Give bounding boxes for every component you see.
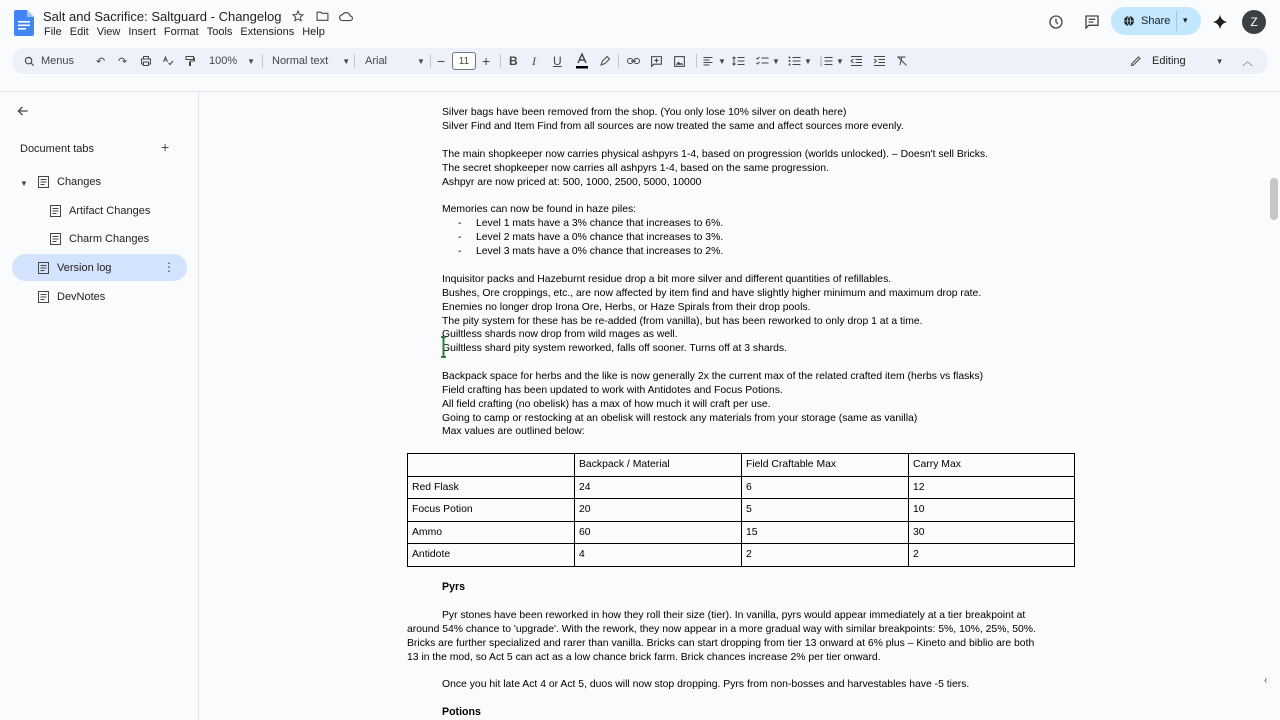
menu-view[interactable]: View	[96, 26, 121, 38]
bold-button[interactable]: B	[509, 54, 518, 68]
tab-label: DevNotes	[57, 290, 106, 303]
google-docs-logo-icon[interactable]	[14, 10, 34, 36]
insert-image-icon[interactable]	[673, 48, 686, 74]
doc-line: The main shopkeeper now carries physical ashpyrs 1-4, based on progression (worlds unlocked). – Doesn't sell Bricks.	[442, 149, 989, 160]
decrease-indent-icon[interactable]	[850, 48, 863, 74]
star-icon[interactable]	[291, 9, 305, 23]
svg-text:2: 2	[820, 59, 822, 64]
doc-line: Field crafting has been updated to work with Antidotes and Focus Potions.	[442, 385, 783, 396]
list-item	[442, 217, 723, 231]
checklist-button[interactable]	[756, 48, 780, 74]
clear-formatting-icon[interactable]	[896, 48, 908, 74]
font-value: Arial	[365, 55, 388, 67]
insert-link-icon[interactable]	[627, 48, 640, 74]
table-cell[interactable]: 5	[742, 499, 909, 522]
user-avatar[interactable]: Z	[1242, 10, 1266, 34]
doc-line: Enemies no longer drop Irona Ore, Herbs, or Haze Spirals from their drop pools.	[442, 302, 811, 313]
comments-icon[interactable]	[1082, 12, 1102, 32]
globe-icon	[1123, 15, 1135, 27]
line-spacing-icon[interactable]	[732, 48, 745, 74]
table-cell[interactable]: 15	[742, 521, 909, 544]
table-header-cell[interactable]: Carry Max	[909, 454, 1075, 477]
menu-edit[interactable]: Edit	[69, 26, 89, 38]
table-cell[interactable]: Red Flask	[408, 476, 575, 499]
doc-line: The secret shopkeeper now carries all ashpyrs 1-4, based on the same progression.	[442, 163, 829, 174]
tab-label: Charm Changes	[69, 232, 150, 245]
document-icon	[50, 233, 61, 245]
doc-line: Silver Find and Item Find from all sources are now treated the same and affect sources more evenly.	[442, 121, 904, 132]
table-row	[408, 499, 1075, 522]
editing-mode-label: Editing	[1152, 55, 1186, 67]
tab-artifact-changes[interactable]	[12, 197, 187, 224]
font-select[interactable]	[365, 48, 425, 74]
doc-line: All field crafting (no obelisk) has a max of how much it will craft per use.	[442, 399, 771, 410]
style-select[interactable]	[272, 48, 350, 74]
align-dropdown-icon: ▼	[718, 56, 726, 66]
numbered-list-icon	[820, 55, 833, 67]
tab-version-log[interactable]	[12, 254, 187, 281]
numbered-list-button[interactable]	[820, 48, 844, 74]
table-cell[interactable]: 30	[909, 521, 1075, 544]
numbered-list-dropdown-icon: ▼	[836, 56, 844, 66]
menu-help[interactable]: Help	[302, 26, 325, 38]
table-cell[interactable]: Antidote	[408, 544, 575, 567]
table-header-cell[interactable]: Backpack / Material	[575, 454, 742, 477]
decrease-font-size-button[interactable]: −	[437, 53, 446, 69]
doc-line: Guiltless shards now drop from wild mages as well.	[442, 329, 678, 340]
version-history-icon[interactable]	[1046, 12, 1066, 32]
redo-icon[interactable]: ↷	[118, 55, 128, 68]
menu-extensions[interactable]: Extensions	[240, 26, 295, 38]
document-icon	[38, 176, 49, 188]
highlight-color-icon[interactable]	[599, 48, 611, 74]
table-cell[interactable]: 12	[909, 476, 1075, 499]
font-dropdown-icon: ▼	[417, 56, 425, 66]
text-color-icon	[575, 53, 589, 69]
hide-menus-chevron-up-icon[interactable]: ︿	[1242, 56, 1253, 68]
text-cursor-icon	[440, 336, 447, 358]
bullet-dash: -	[458, 232, 462, 243]
document-icon	[38, 262, 49, 274]
search-icon	[24, 56, 35, 67]
document-icon	[50, 205, 61, 217]
list-item	[442, 231, 723, 245]
checklist-icon	[756, 55, 769, 67]
more-options-icon[interactable]: ⋮	[163, 260, 175, 274]
scrollbar-thumb[interactable]	[1270, 178, 1278, 220]
tab-label: Version log	[57, 261, 112, 274]
pyrs-paragraph-2: Once you hit late Act 4 or Act 5, duos will now stop dropping. Pyrs from non-bosses and harvestables have -5 tiers.	[442, 679, 970, 690]
svg-text:1: 1	[820, 56, 822, 60]
list-item-text: Level 1 mats have a 3% chance that increases to 6%.	[476, 218, 724, 229]
menu-format[interactable]: Format	[163, 26, 199, 38]
table-row	[408, 521, 1075, 544]
document-icon	[38, 291, 49, 303]
title-bar	[0, 0, 1280, 44]
undo-icon[interactable]: ↶	[96, 55, 106, 68]
document-title[interactable]: Salt and Sacrifice: Saltguard - Changelog	[43, 9, 282, 24]
pencil-icon	[1130, 55, 1142, 67]
tab-label: Changes	[57, 175, 102, 188]
zoom-value: 100%	[209, 55, 238, 67]
gemini-sparkle-icon[interactable]	[1210, 12, 1230, 32]
table-cell[interactable]: 20	[575, 499, 742, 522]
table-row	[408, 544, 1075, 567]
list-item-text: Level 3 mats have a 0% chance that increases to 2%.	[476, 246, 724, 257]
table-cell[interactable]: 10	[909, 499, 1075, 522]
tab-changes[interactable]	[12, 168, 187, 195]
tab-devnotes[interactable]	[12, 283, 187, 310]
table-header-cell[interactable]	[408, 454, 575, 477]
print-icon[interactable]	[140, 48, 152, 74]
zoom-dropdown-icon: ▼	[247, 56, 256, 66]
list-item-text: Level 2 mats have a 0% chance that increases to 3%.	[476, 232, 724, 243]
bulleted-list-dropdown-icon: ▼	[804, 56, 812, 66]
table-cell[interactable]: Focus Potion	[408, 499, 575, 522]
menu-file[interactable]: File	[44, 26, 62, 38]
doc-line: Inquisitor packs and Hazeburnt residue drop a bit more silver and different quantities of refillables.	[442, 274, 892, 285]
document-canvas[interactable]	[200, 92, 1268, 720]
table-header-row	[408, 454, 1075, 477]
paint-format-icon[interactable]	[184, 48, 196, 74]
potions-heading: Potions	[442, 706, 481, 718]
list-item	[442, 245, 723, 259]
menu-bar	[44, 26, 333, 38]
doc-line: Silver bags have been removed from the shop. (You only lose 10% silver on death here)	[442, 107, 847, 118]
bulleted-list-button[interactable]	[788, 48, 812, 74]
menu-insert[interactable]: Insert	[128, 26, 156, 38]
add-tab-button[interactable]: +	[161, 139, 170, 155]
pyrs-heading: Pyrs	[442, 581, 465, 593]
text-color-button[interactable]	[575, 48, 589, 74]
toolbar	[12, 48, 1268, 74]
table-cell[interactable]: 2	[909, 544, 1075, 567]
collapse-caret-icon[interactable]: ▼	[20, 179, 28, 188]
style-value: Normal text	[272, 55, 329, 67]
pyrs-paragraph: Pyr stones have been reworked in how they roll their size (tier). In vanilla, pyrs would appear immediately at a tier breakpoint at around 54% chance to 'upgrade'. With the rework, they now appear in a more gradual way with similar breakpoints: 5%, 10%, 25%, 50%. Bricks are further specialized and rarer than vanilla. Bricks can start dropping from tier 13 onward at 6% plus – Kineto and biblio are both 13 in the mod, so Act 5 can act as a low chance brick farm. Brick chances increase 2% per tier onward.	[407, 610, 1036, 663]
align-left-icon	[702, 55, 714, 67]
doc-line: Max values are outlined below:	[442, 426, 585, 437]
bulleted-list-icon	[788, 55, 801, 67]
table-row	[408, 476, 1075, 499]
bullet-dash: -	[458, 246, 462, 257]
cloud-status-icon[interactable]	[339, 9, 353, 23]
menu-tools[interactable]: Tools	[206, 26, 233, 38]
tab-charm-changes[interactable]	[12, 225, 187, 252]
side-panel-chevron-icon[interactable]: ‹	[1264, 675, 1268, 686]
move-folder-icon[interactable]	[315, 9, 329, 23]
share-label: Share	[1141, 15, 1171, 27]
align-button[interactable]	[702, 48, 726, 74]
doc-line: Backpack space for herbs and the like is now generally 2x the current max of the related crafted item (herbs vs flasks)	[442, 371, 984, 382]
max-values-table[interactable]	[407, 453, 1075, 567]
increase-indent-icon[interactable]	[873, 48, 886, 74]
doc-line: Bushes, Ore croppings, etc., are now affected by item find and have slightly higher minimum and maximum drop rate.	[442, 288, 982, 299]
tab-label: Artifact Changes	[69, 204, 151, 217]
editing-mode-select[interactable]	[1130, 48, 1224, 74]
table-cell[interactable]: 60	[575, 521, 742, 544]
svg-text:3: 3	[820, 63, 822, 67]
document-tabs-sidebar	[0, 92, 199, 720]
italic-button[interactable]: I	[532, 53, 536, 68]
table-cell[interactable]: 24	[575, 476, 742, 499]
table-cell[interactable]: 2	[742, 544, 909, 567]
doc-line: The pity system for these has be re-added (from vanilla), but has been reworked to only drop 1 at a time.	[442, 316, 923, 327]
table-header-cell[interactable]: Field Craftable Max	[742, 454, 909, 477]
doc-line: Ashpyr are now priced at: 500, 1000, 2500, 5000, 10000	[442, 177, 702, 188]
table-cell[interactable]: Ammo	[408, 521, 575, 544]
document-tabs-heading: Document tabs	[20, 143, 94, 155]
underline-button[interactable]: U	[553, 54, 562, 68]
editing-mode-dropdown-icon: ▼	[1215, 56, 1224, 66]
search-menus[interactable]	[24, 48, 74, 74]
back-arrow-icon[interactable]	[16, 104, 30, 121]
spellcheck-icon[interactable]	[162, 48, 174, 74]
add-comment-icon[interactable]	[650, 48, 663, 74]
table-cell[interactable]: 6	[742, 476, 909, 499]
bullet-dash: -	[458, 218, 462, 229]
checklist-dropdown-icon: ▼	[772, 56, 780, 66]
doc-line: Memories can now be found in haze piles:	[442, 204, 637, 215]
table-cell[interactable]: 4	[575, 544, 742, 567]
doc-line: Going to camp or restocking at an obelisk will restock any materials from your storage (same as vanilla)	[442, 413, 918, 424]
search-menus-label: Menus	[41, 55, 75, 67]
style-dropdown-icon: ▼	[342, 56, 351, 66]
font-size-input[interactable]: 11	[452, 52, 476, 70]
share-dropdown-icon[interactable]: ▾	[1183, 15, 1188, 25]
zoom-select[interactable]	[209, 48, 255, 74]
share-button[interactable]	[1111, 7, 1201, 35]
increase-font-size-button[interactable]: +	[482, 53, 491, 69]
doc-line: Guiltless shard pity system reworked, falls off sooner. Turns off at 3 shards.	[442, 343, 787, 354]
